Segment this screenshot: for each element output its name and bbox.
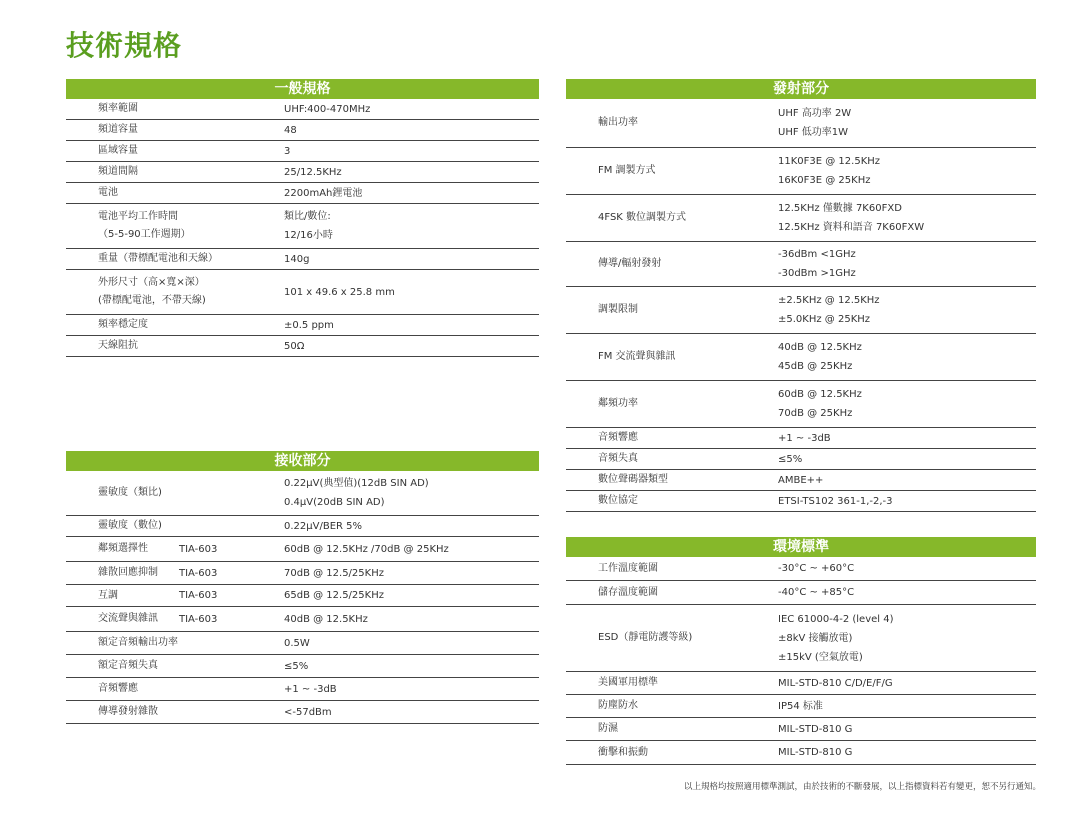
transmit-spec-row [566, 242, 1036, 287]
spec-value [274, 537, 449, 561]
spec-value-line: 2200mAh鋰電池 [284, 187, 363, 199]
spec-value-line: -30°C ~ +60°C [778, 563, 855, 574]
spec-label-line: FM 調製方式 [598, 165, 656, 176]
environment-spec-row [566, 695, 1036, 718]
spec-label-line: 鄰頻選擇性 [98, 543, 148, 554]
receive-spec-header: 接收部分 [66, 451, 539, 471]
footnote: 以上規格均按照適用標準測試，由於技術的不斷發展，以上指標資料若有變更，恕不另行通知。 [683, 782, 1041, 792]
spec-label [66, 516, 274, 536]
spec-value [274, 183, 362, 203]
spec-value-line: 40dB @ 12.5KHz [778, 342, 862, 353]
spec-value [274, 120, 297, 140]
environment-spec-header: 環境標準 [566, 537, 1036, 557]
spec-value [778, 148, 880, 194]
spec-value-line: <-57dBm [284, 706, 332, 718]
receive-spec-row [66, 562, 539, 585]
spec-label [566, 287, 778, 333]
spec-value [274, 655, 308, 677]
spec-label-line: 4FSK 數位調製方式 [598, 212, 687, 223]
spec-value [274, 607, 368, 631]
spec-label-line: 靈敏度（類比) [98, 487, 162, 498]
spec-value-line: 40dB @ 12.5KHz [284, 613, 368, 625]
spec-label-line: 互調 [98, 589, 118, 601]
spec-label [66, 632, 274, 654]
spec-label [566, 491, 778, 511]
spec-value-line: ±2.5KHz @ 12.5KHz [778, 295, 880, 306]
receive-spec-row [66, 585, 539, 607]
spec-label [66, 183, 274, 203]
spec-label-line: 外形尺寸（高×寬×深） [98, 277, 205, 288]
spec-value-line: 65dB @ 12.5/25KHz [284, 590, 384, 601]
spec-label-line: 數位聲碼器類型 [598, 474, 668, 485]
spec-label-line: 調製限制 [598, 304, 638, 315]
spec-value-line: 140g [284, 253, 310, 265]
spec-value [778, 605, 893, 671]
spec-label [566, 672, 778, 694]
spec-label-line: 儲存溫度範圍 [598, 586, 658, 598]
spec-value-line: -30dBm >1GHz [778, 268, 856, 279]
spec-label [66, 120, 274, 140]
spec-label-line: 天線阻抗 [98, 340, 138, 351]
spec-value-line: -40°C ~ +85°C [778, 587, 855, 598]
spec-label [566, 741, 778, 764]
spec-value-line: MIL-STD-810 C/D/E/F/G [778, 677, 893, 689]
spec-value [778, 470, 823, 490]
general-spec-row [66, 141, 539, 162]
receive-spec-row [66, 607, 539, 632]
receive-spec-row [66, 516, 539, 537]
spec-value-line: 25/12.5KHz [284, 166, 342, 178]
spec-label-line: 雜散回應抑制 [98, 567, 158, 578]
spec-value [274, 516, 362, 536]
environment-spec-row [566, 557, 1036, 581]
environment-spec-row [566, 672, 1036, 695]
general-spec-row [66, 249, 539, 270]
spec-standard: TIA-603 [179, 613, 218, 625]
spec-value-line: UHF:400-470MHz [284, 103, 371, 115]
spec-label-line: 音頻響應 [98, 683, 138, 694]
spec-label [66, 99, 274, 119]
spec-label [566, 605, 778, 671]
spec-value [778, 195, 924, 241]
spec-value-line: ≤5% [284, 660, 309, 672]
spec-label [66, 315, 274, 335]
spec-value-line: IP54 标准 [778, 700, 823, 712]
spec-label-line: 工作溫度範圍 [598, 562, 658, 574]
spec-label [66, 471, 274, 515]
spec-value-line: 70dB @ 12.5/25KHz [284, 567, 384, 579]
spec-value-line: 12.5KHz 資料和語音 7K60FXW [778, 222, 925, 233]
spec-value-line: ±0.5 ppm [284, 319, 334, 331]
spec-label [66, 141, 274, 161]
spec-label [66, 537, 179, 561]
environment-spec-row [566, 718, 1036, 741]
spec-value [778, 581, 854, 604]
transmit-spec-row [566, 195, 1036, 242]
spec-label-line: 衝擊和振動 [598, 746, 648, 758]
spec-label [66, 655, 274, 677]
receive-spec-row [66, 537, 539, 562]
spec-value-line: 類比/數位: [284, 211, 331, 222]
spec-label-line: 防濕 [598, 723, 618, 734]
spec-label-line: 鄰頻功率 [598, 398, 638, 409]
spec-value-line: IEC 61000-4-2 (level 4) [778, 613, 894, 625]
transmit-spec-row [566, 491, 1036, 512]
spec-value-line: 3 [284, 145, 291, 157]
transmit-spec-row [566, 334, 1036, 381]
spec-value [274, 471, 429, 515]
spec-value [778, 287, 880, 333]
spec-value-line: AMBE++ [778, 474, 824, 486]
spec-value [778, 449, 802, 469]
spec-value-line: 60dB @ 12.5KHz /70dB @ 25KHz [284, 543, 449, 555]
spec-value-line: +1 ~ -3dB [778, 432, 831, 444]
spec-value-line: 16K0F3E @ 25KHz [778, 175, 871, 186]
general-spec-row [66, 270, 539, 315]
spec-value [274, 701, 332, 723]
spec-label [66, 585, 179, 606]
spec-value-line: 11K0F3E @ 12.5KHz [778, 156, 881, 167]
spec-label-line: 電池 [98, 187, 118, 198]
spec-value [274, 141, 290, 161]
spec-label [66, 678, 274, 700]
spec-value-line: ±15kV (空氣放電) [778, 651, 863, 663]
spec-value [778, 99, 851, 147]
environment-spec-row [566, 741, 1036, 765]
spec-value-line: +1 ~ -3dB [284, 683, 337, 695]
spec-label [566, 242, 778, 286]
spec-label [66, 607, 179, 631]
receive-spec-table [66, 451, 539, 724]
environment-spec-row [566, 605, 1036, 672]
spec-value [778, 557, 854, 580]
spec-value [274, 99, 370, 119]
spec-label-line: 額定音頻失真 [98, 660, 158, 671]
spec-value [274, 585, 384, 606]
spec-standard: TIA-603 [179, 590, 218, 601]
spec-label-line: 交流聲與雜訊 [98, 613, 158, 624]
spec-label-line: 數位協定 [598, 495, 638, 506]
spec-value-line: MIL-STD-810 G [778, 723, 853, 735]
spec-label [66, 562, 179, 584]
spec-label-line: 頻率穩定度 [98, 319, 148, 330]
spec-standard: TIA-603 [179, 567, 218, 579]
general-spec-row [66, 315, 539, 336]
spec-label-line: 音頻響應 [598, 432, 638, 443]
transmit-spec-row [566, 470, 1036, 491]
spec-value-line: 50Ω [284, 340, 305, 352]
environment-spec-table [566, 537, 1036, 765]
spec-value [274, 632, 310, 654]
spec-label [66, 249, 274, 269]
transmit-spec-table [566, 79, 1036, 512]
spec-label [566, 428, 778, 448]
spec-value [274, 249, 309, 269]
spec-label [66, 701, 274, 723]
spec-value-line: 45dB @ 25KHz [778, 361, 853, 372]
receive-spec-row [66, 678, 539, 701]
spec-label-line: 頻率範圍 [98, 103, 138, 114]
spec-value-line: ±5.0KHz @ 25KHz [778, 314, 871, 325]
spec-value-line: 12.5KHz 僅數據 7K60FXD [778, 203, 902, 214]
spec-value [274, 315, 334, 335]
spec-label [566, 449, 778, 469]
spec-value-line: 0.4μV(20dB SIN AD) [284, 497, 385, 508]
spec-label-line: 頻道容量 [98, 124, 138, 135]
general-spec-row [66, 162, 539, 183]
spec-value [778, 741, 852, 764]
spec-label-line: 傳導發射雜散 [98, 706, 158, 717]
general-spec-table [66, 79, 539, 357]
spec-value [274, 270, 395, 314]
spec-label [566, 695, 778, 717]
spec-value [778, 242, 856, 286]
transmit-spec-row [566, 148, 1036, 195]
spec-label-line: 防塵防水 [598, 700, 638, 711]
spec-value [778, 381, 862, 427]
spec-value [274, 204, 333, 248]
spec-label [566, 148, 778, 194]
transmit-spec-row [566, 99, 1036, 148]
spec-label [566, 581, 778, 604]
spec-label-line: 輸出功率 [598, 117, 638, 128]
spec-value-line: ±8kV 接觸放電) [778, 632, 853, 644]
spec-label-line: 區域容量 [98, 145, 138, 156]
spec-value [274, 678, 337, 700]
spec-value [274, 162, 342, 182]
environment-spec-row [566, 581, 1036, 605]
spec-value [778, 672, 893, 694]
spec-label [566, 557, 778, 580]
spec-label-line: 額定音頻輸出功率 [98, 637, 178, 648]
general-spec-row [66, 99, 539, 120]
spec-value-line: 12/16小時 [284, 230, 333, 241]
spec-value-line: 0.22μV/BER 5% [284, 520, 363, 532]
general-spec-row [66, 120, 539, 141]
spec-label-line: (帶標配電池，不帶天線) [98, 295, 206, 306]
spec-value-line: 48 [284, 124, 297, 136]
transmit-spec-row [566, 287, 1036, 334]
spec-label [566, 334, 778, 380]
spec-label-line: 重量（帶標配電池和天線） [98, 253, 218, 264]
receive-spec-row [66, 701, 539, 724]
spec-label-line: 靈敏度（數位) [98, 520, 162, 531]
spec-value [778, 428, 831, 448]
transmit-spec-row [566, 428, 1036, 449]
spec-value-line: ETSI-TS102 361-1,-2,-3 [778, 495, 893, 507]
spec-standard: TIA-603 [179, 543, 218, 555]
spec-label-line: 電池平均工作時間 [98, 211, 178, 222]
general-spec-row [66, 183, 539, 204]
spec-label-line: 傳導/輻射發射 [598, 258, 662, 269]
spec-label-line: 美國軍用標準 [598, 677, 658, 688]
receive-spec-row [66, 471, 539, 516]
spec-value [778, 334, 862, 380]
receive-spec-row [66, 655, 539, 678]
spec-value-line: UHF 低功率1W [778, 127, 849, 138]
spec-label [566, 718, 778, 740]
spec-value [778, 695, 823, 717]
spec-label-line: （5-5-90工作週期） [98, 229, 191, 240]
spec-label [66, 204, 274, 248]
spec-label [566, 381, 778, 427]
spec-label [66, 270, 274, 314]
spec-value-line: 101 x 49.6 x 25.8 mm [284, 286, 395, 298]
spec-label-line: 頻道間隔 [98, 166, 138, 177]
spec-value [778, 718, 852, 740]
general-spec-row [66, 336, 539, 357]
page-title: 技術規格 [66, 29, 183, 62]
spec-label-line: ESD（靜電防護等級) [598, 632, 693, 643]
general-spec-row [66, 204, 539, 249]
spec-label [66, 336, 274, 356]
spec-value [778, 491, 893, 511]
general-spec-header: 一般規格 [66, 79, 539, 99]
transmit-spec-header: 發射部分 [566, 79, 1036, 99]
spec-label [566, 195, 778, 241]
spec-value [274, 562, 384, 584]
spec-value-line: ≤5% [778, 453, 803, 465]
spec-value-line: MIL-STD-810 G [778, 747, 853, 758]
spec-value-line: 70dB @ 25KHz [778, 408, 853, 419]
transmit-spec-row [566, 381, 1036, 428]
spec-value [274, 336, 304, 356]
spec-value-line: 0.5W [284, 637, 310, 649]
transmit-spec-row [566, 449, 1036, 470]
spec-label [66, 162, 274, 182]
spec-label [566, 470, 778, 490]
spec-label-line: 音頻失真 [598, 453, 638, 464]
spec-value-line: 0.22μV(典型值)(12dB SIN AD) [284, 478, 429, 489]
spec-label [566, 99, 778, 147]
receive-spec-row [66, 632, 539, 655]
spec-value-line: 60dB @ 12.5KHz [778, 389, 862, 400]
spec-label-line: FM 交流聲與雜訊 [598, 351, 676, 362]
spec-value-line: UHF 高功率 2W [778, 108, 852, 119]
spec-value-line: -36dBm <1GHz [778, 249, 856, 260]
